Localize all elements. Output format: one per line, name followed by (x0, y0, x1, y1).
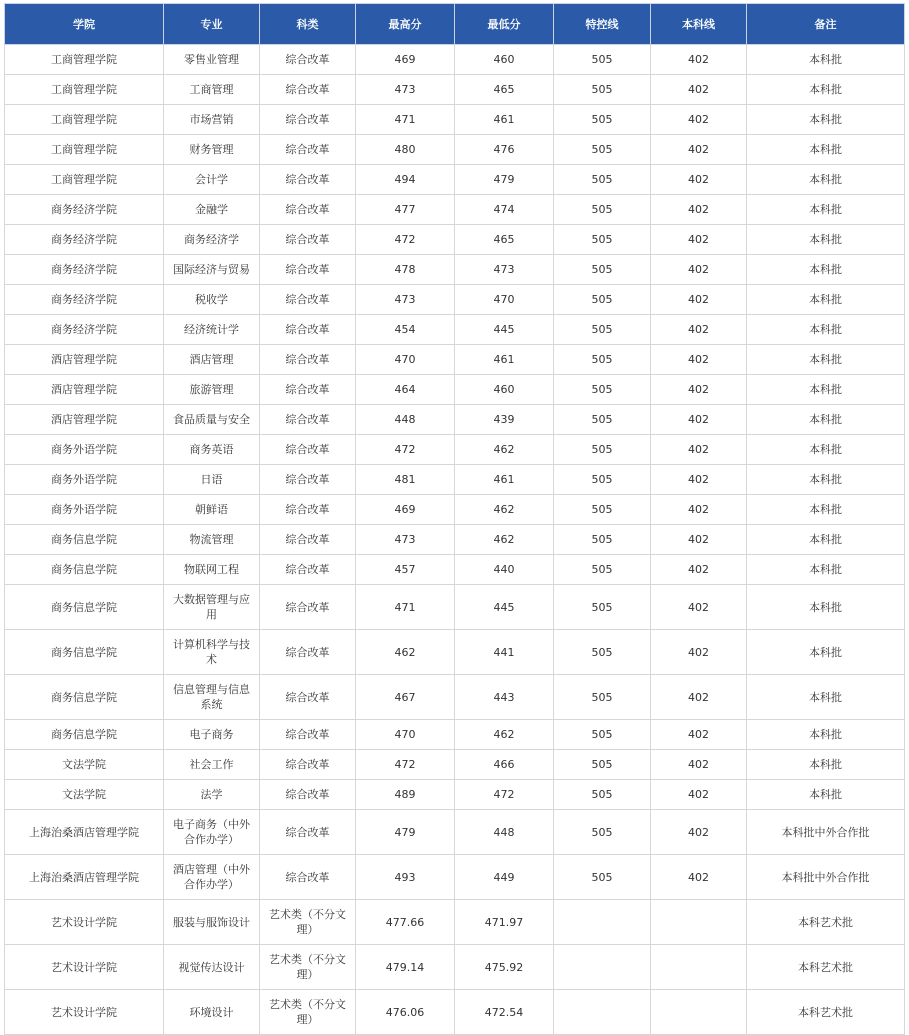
min-score-cell: 462 (455, 495, 554, 525)
undergrad-line-cell: 402 (651, 555, 747, 585)
min-score-cell: 479 (455, 165, 554, 195)
table-row (5, 555, 905, 585)
undergrad-line-cell: 402 (651, 780, 747, 810)
category-cell: 综合改革 (260, 255, 356, 285)
max-score-cell: 457 (356, 555, 455, 585)
major-cell: 工商管理 (164, 75, 260, 105)
special-line-cell: 505 (554, 810, 651, 855)
category-cell: 综合改革 (260, 45, 356, 75)
max-score-cell: 477.66 (356, 900, 455, 945)
remark-cell: 本科艺术批 (747, 900, 905, 945)
undergrad-line-cell: 402 (651, 630, 747, 675)
college-cell: 艺术设计学院 (5, 990, 164, 1035)
major-cell: 税收学 (164, 285, 260, 315)
major-cell: 酒店管理 (164, 345, 260, 375)
remark-cell: 本科批 (747, 675, 905, 720)
min-score-cell: 473 (455, 255, 554, 285)
max-score-cell: 454 (356, 315, 455, 345)
table-row (5, 225, 905, 255)
max-score-cell: 476.06 (356, 990, 455, 1035)
college-cell: 商务外语学院 (5, 435, 164, 465)
min-score-cell: 470 (455, 285, 554, 315)
major-cell: 食品质量与安全 (164, 405, 260, 435)
special-line-cell: 505 (554, 435, 651, 465)
table-body (5, 45, 905, 1035)
category-cell: 综合改革 (260, 345, 356, 375)
max-score-cell: 471 (356, 585, 455, 630)
undergrad-line-cell: 402 (651, 585, 747, 630)
min-score-cell: 460 (455, 45, 554, 75)
remark-cell: 本科批 (747, 465, 905, 495)
college-cell: 艺术设计学院 (5, 945, 164, 990)
header-cell-min-score: 最低分 (455, 4, 554, 45)
min-score-cell: 475.92 (455, 945, 554, 990)
remark-cell: 本科批 (747, 195, 905, 225)
undergrad-line-cell: 402 (651, 810, 747, 855)
college-cell: 工商管理学院 (5, 165, 164, 195)
remark-cell: 本科批 (747, 225, 905, 255)
category-cell: 综合改革 (260, 525, 356, 555)
max-score-cell: 464 (356, 375, 455, 405)
major-cell: 视觉传达设计 (164, 945, 260, 990)
max-score-cell: 480 (356, 135, 455, 165)
major-cell: 旅游管理 (164, 375, 260, 405)
major-cell: 物流管理 (164, 525, 260, 555)
undergrad-line-cell: 402 (651, 135, 747, 165)
min-score-cell: 466 (455, 750, 554, 780)
remark-cell: 本科批 (747, 315, 905, 345)
max-score-cell: 479.14 (356, 945, 455, 990)
special-line-cell: 505 (554, 75, 651, 105)
remark-cell: 本科批 (747, 525, 905, 555)
undergrad-line-cell: 402 (651, 495, 747, 525)
category-cell: 综合改革 (260, 165, 356, 195)
college-cell: 酒店管理学院 (5, 345, 164, 375)
remark-cell: 本科批 (747, 405, 905, 435)
special-line-cell: 505 (554, 315, 651, 345)
special-line-cell: 505 (554, 195, 651, 225)
college-cell: 上海治桑酒店管理学院 (5, 855, 164, 900)
min-score-cell: 462 (455, 435, 554, 465)
college-cell: 商务经济学院 (5, 225, 164, 255)
table-row (5, 105, 905, 135)
category-cell: 综合改革 (260, 195, 356, 225)
major-cell: 财务管理 (164, 135, 260, 165)
min-score-cell: 448 (455, 810, 554, 855)
table-row (5, 375, 905, 405)
undergrad-line-cell: 402 (651, 195, 747, 225)
major-cell: 日语 (164, 465, 260, 495)
category-cell: 综合改革 (260, 225, 356, 255)
college-cell: 商务经济学院 (5, 255, 164, 285)
undergrad-line-cell: 402 (651, 45, 747, 75)
min-score-cell: 443 (455, 675, 554, 720)
remark-cell: 本科批 (747, 255, 905, 285)
major-cell: 服装与服饰设计 (164, 900, 260, 945)
max-score-cell: 489 (356, 780, 455, 810)
major-cell: 社会工作 (164, 750, 260, 780)
remark-cell: 本科艺术批 (747, 990, 905, 1035)
remark-cell: 本科批中外合作批 (747, 855, 905, 900)
max-score-cell: 473 (356, 285, 455, 315)
special-line-cell: 505 (554, 525, 651, 555)
undergrad-line-cell: 402 (651, 285, 747, 315)
max-score-cell: 462 (356, 630, 455, 675)
max-score-cell: 470 (356, 720, 455, 750)
major-cell: 零售业管理 (164, 45, 260, 75)
undergrad-line-cell: 402 (651, 675, 747, 720)
special-line-cell: 505 (554, 675, 651, 720)
header-cell-undergrad-line: 本科线 (651, 4, 747, 45)
special-line-cell: 505 (554, 165, 651, 195)
category-cell: 综合改革 (260, 285, 356, 315)
undergrad-line-cell: 402 (651, 525, 747, 555)
table-row (5, 165, 905, 195)
category-cell: 综合改革 (260, 75, 356, 105)
special-line-cell (554, 945, 651, 990)
special-line-cell: 505 (554, 375, 651, 405)
min-score-cell: 439 (455, 405, 554, 435)
special-line-cell: 505 (554, 780, 651, 810)
undergrad-line-cell: 402 (651, 255, 747, 285)
major-cell: 朝鲜语 (164, 495, 260, 525)
major-cell: 酒店管理（中外合作办学） (164, 855, 260, 900)
table-row (5, 780, 905, 810)
category-cell: 艺术类（不分文理） (260, 900, 356, 945)
college-cell: 商务信息学院 (5, 525, 164, 555)
college-cell: 酒店管理学院 (5, 375, 164, 405)
max-score-cell: 448 (356, 405, 455, 435)
max-score-cell: 479 (356, 810, 455, 855)
table-row (5, 495, 905, 525)
table-row (5, 135, 905, 165)
college-cell: 商务经济学院 (5, 195, 164, 225)
undergrad-line-cell: 402 (651, 315, 747, 345)
min-score-cell: 462 (455, 525, 554, 555)
category-cell: 综合改革 (260, 630, 356, 675)
undergrad-line-cell: 402 (651, 225, 747, 255)
min-score-cell: 441 (455, 630, 554, 675)
major-cell: 会计学 (164, 165, 260, 195)
min-score-cell: 472 (455, 780, 554, 810)
table-row (5, 720, 905, 750)
table-row (5, 750, 905, 780)
college-cell: 商务信息学院 (5, 630, 164, 675)
table-row (5, 45, 905, 75)
major-cell: 市场营销 (164, 105, 260, 135)
min-score-cell: 445 (455, 315, 554, 345)
category-cell: 综合改革 (260, 315, 356, 345)
remark-cell: 本科批 (747, 555, 905, 585)
special-line-cell: 505 (554, 225, 651, 255)
table-row (5, 315, 905, 345)
min-score-cell: 449 (455, 855, 554, 900)
min-score-cell: 461 (455, 465, 554, 495)
remark-cell: 本科批 (747, 720, 905, 750)
major-cell: 金融学 (164, 195, 260, 225)
table-row (5, 435, 905, 465)
major-cell: 经济统计学 (164, 315, 260, 345)
table-row (5, 285, 905, 315)
undergrad-line-cell: 402 (651, 855, 747, 900)
min-score-cell: 476 (455, 135, 554, 165)
min-score-cell: 465 (455, 225, 554, 255)
major-cell: 电子商务（中外合作办学） (164, 810, 260, 855)
remark-cell: 本科批 (747, 285, 905, 315)
special-line-cell: 505 (554, 405, 651, 435)
college-cell: 艺术设计学院 (5, 900, 164, 945)
max-score-cell: 472 (356, 435, 455, 465)
category-cell: 综合改革 (260, 435, 356, 465)
special-line-cell: 505 (554, 720, 651, 750)
undergrad-line-cell (651, 990, 747, 1035)
undergrad-line-cell: 402 (651, 105, 747, 135)
remark-cell: 本科批 (747, 135, 905, 165)
college-cell: 酒店管理学院 (5, 405, 164, 435)
major-cell: 环境设计 (164, 990, 260, 1035)
min-score-cell: 471.97 (455, 900, 554, 945)
major-cell: 国际经济与贸易 (164, 255, 260, 285)
table-row (5, 675, 905, 720)
category-cell: 综合改革 (260, 135, 356, 165)
category-cell: 综合改革 (260, 375, 356, 405)
max-score-cell: 478 (356, 255, 455, 285)
remark-cell: 本科批 (747, 375, 905, 405)
max-score-cell: 469 (356, 495, 455, 525)
table-row (5, 465, 905, 495)
max-score-cell: 477 (356, 195, 455, 225)
college-cell: 商务经济学院 (5, 315, 164, 345)
special-line-cell: 505 (554, 495, 651, 525)
undergrad-line-cell: 402 (651, 720, 747, 750)
college-cell: 文法学院 (5, 780, 164, 810)
header-cell-remark: 备注 (747, 4, 905, 45)
remark-cell: 本科批 (747, 780, 905, 810)
min-score-cell: 461 (455, 345, 554, 375)
college-cell: 商务信息学院 (5, 675, 164, 720)
college-cell: 文法学院 (5, 750, 164, 780)
remark-cell: 本科批 (747, 45, 905, 75)
college-cell: 工商管理学院 (5, 135, 164, 165)
table-row (5, 75, 905, 105)
special-line-cell: 505 (554, 345, 651, 375)
admission-scores-table (4, 3, 905, 1035)
category-cell: 综合改革 (260, 855, 356, 900)
table-row (5, 945, 905, 990)
major-cell: 商务经济学 (164, 225, 260, 255)
table-row (5, 630, 905, 675)
header-cell-special-line: 特控线 (554, 4, 651, 45)
table-row (5, 345, 905, 375)
special-line-cell (554, 990, 651, 1035)
special-line-cell: 505 (554, 555, 651, 585)
undergrad-line-cell: 402 (651, 405, 747, 435)
undergrad-line-cell: 402 (651, 750, 747, 780)
min-score-cell: 474 (455, 195, 554, 225)
remark-cell: 本科批 (747, 495, 905, 525)
min-score-cell: 472.54 (455, 990, 554, 1035)
remark-cell: 本科批 (747, 435, 905, 465)
category-cell: 综合改革 (260, 780, 356, 810)
college-cell: 商务经济学院 (5, 285, 164, 315)
category-cell: 综合改革 (260, 555, 356, 585)
max-score-cell: 481 (356, 465, 455, 495)
table-row (5, 195, 905, 225)
college-cell: 上海治桑酒店管理学院 (5, 810, 164, 855)
max-score-cell: 470 (356, 345, 455, 375)
major-cell: 大数据管理与应用 (164, 585, 260, 630)
category-cell: 综合改革 (260, 750, 356, 780)
min-score-cell: 462 (455, 720, 554, 750)
special-line-cell: 505 (554, 855, 651, 900)
college-cell: 工商管理学院 (5, 75, 164, 105)
min-score-cell: 460 (455, 375, 554, 405)
remark-cell: 本科批 (747, 345, 905, 375)
header-cell-max-score: 最高分 (356, 4, 455, 45)
major-cell: 商务英语 (164, 435, 260, 465)
special-line-cell: 505 (554, 465, 651, 495)
undergrad-line-cell (651, 900, 747, 945)
header-cell-college: 学院 (5, 4, 164, 45)
table-row (5, 990, 905, 1035)
header-cell-major: 专业 (164, 4, 260, 45)
special-line-cell: 505 (554, 105, 651, 135)
special-line-cell: 505 (554, 630, 651, 675)
undergrad-line-cell (651, 945, 747, 990)
major-cell: 法学 (164, 780, 260, 810)
table-row (5, 525, 905, 555)
category-cell: 综合改革 (260, 405, 356, 435)
table-row (5, 855, 905, 900)
max-score-cell: 473 (356, 75, 455, 105)
remark-cell: 本科批 (747, 630, 905, 675)
remark-cell: 本科批 (747, 105, 905, 135)
college-cell: 工商管理学院 (5, 45, 164, 75)
category-cell: 综合改革 (260, 465, 356, 495)
special-line-cell: 505 (554, 255, 651, 285)
header-cell-category: 科类 (260, 4, 356, 45)
remark-cell: 本科批 (747, 75, 905, 105)
major-cell: 计算机科学与技术 (164, 630, 260, 675)
college-cell: 商务信息学院 (5, 585, 164, 630)
college-cell: 商务外语学院 (5, 465, 164, 495)
table-row (5, 405, 905, 435)
college-cell: 商务信息学院 (5, 720, 164, 750)
table-row (5, 585, 905, 630)
category-cell: 综合改革 (260, 105, 356, 135)
min-score-cell: 461 (455, 105, 554, 135)
max-score-cell: 469 (356, 45, 455, 75)
header-row (5, 4, 905, 45)
undergrad-line-cell: 402 (651, 75, 747, 105)
college-cell: 商务外语学院 (5, 495, 164, 525)
min-score-cell: 465 (455, 75, 554, 105)
special-line-cell: 505 (554, 135, 651, 165)
special-line-cell: 505 (554, 750, 651, 780)
table-row (5, 810, 905, 855)
category-cell: 艺术类（不分文理） (260, 945, 356, 990)
major-cell: 电子商务 (164, 720, 260, 750)
category-cell: 综合改革 (260, 810, 356, 855)
remark-cell: 本科艺术批 (747, 945, 905, 990)
table-row (5, 255, 905, 285)
undergrad-line-cell: 402 (651, 435, 747, 465)
max-score-cell: 493 (356, 855, 455, 900)
max-score-cell: 473 (356, 525, 455, 555)
college-cell: 商务信息学院 (5, 555, 164, 585)
special-line-cell: 505 (554, 285, 651, 315)
category-cell: 综合改革 (260, 675, 356, 720)
remark-cell: 本科批中外合作批 (747, 810, 905, 855)
category-cell: 综合改革 (260, 720, 356, 750)
college-cell: 工商管理学院 (5, 105, 164, 135)
remark-cell: 本科批 (747, 165, 905, 195)
max-score-cell: 471 (356, 105, 455, 135)
max-score-cell: 472 (356, 750, 455, 780)
max-score-cell: 472 (356, 225, 455, 255)
max-score-cell: 494 (356, 165, 455, 195)
min-score-cell: 440 (455, 555, 554, 585)
min-score-cell: 445 (455, 585, 554, 630)
special-line-cell: 505 (554, 45, 651, 75)
undergrad-line-cell: 402 (651, 345, 747, 375)
max-score-cell: 467 (356, 675, 455, 720)
remark-cell: 本科批 (747, 585, 905, 630)
major-cell: 信息管理与信息系统 (164, 675, 260, 720)
undergrad-line-cell: 402 (651, 375, 747, 405)
special-line-cell: 505 (554, 585, 651, 630)
undergrad-line-cell: 402 (651, 465, 747, 495)
remark-cell: 本科批 (747, 750, 905, 780)
category-cell: 艺术类（不分文理） (260, 990, 356, 1035)
major-cell: 物联网工程 (164, 555, 260, 585)
category-cell: 综合改革 (260, 585, 356, 630)
special-line-cell (554, 900, 651, 945)
table-row (5, 900, 905, 945)
undergrad-line-cell: 402 (651, 165, 747, 195)
category-cell: 综合改革 (260, 495, 356, 525)
